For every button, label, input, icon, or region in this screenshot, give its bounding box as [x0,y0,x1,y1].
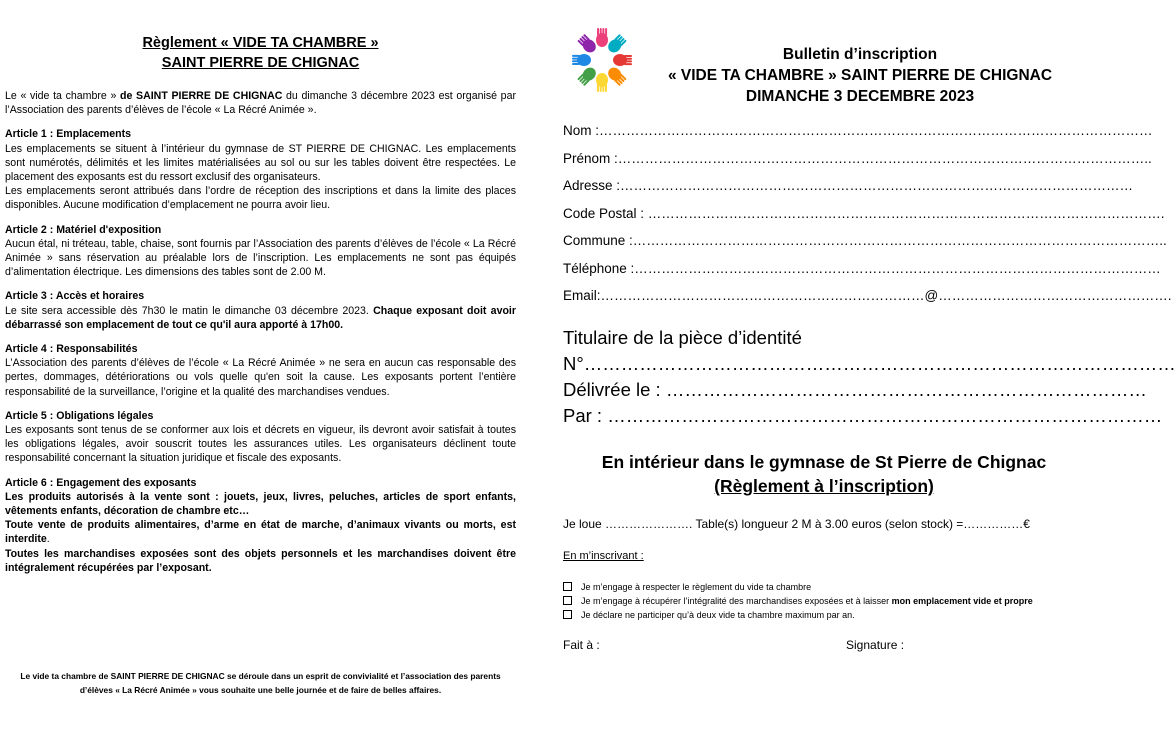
article2-p1: Aucun étal, ni tréteau, table, chaise, sont fournis par l’Association des parents d’élèves de l’école « La Récré Animée » sans réservation au préalable lors de l’inscription. Les emplacements ne sont pas équipés d’alimentation électrique. Les dimensions des tables sont de 2.00 M. [5,237,516,279]
hands-circle-logo [566,22,638,98]
checkbox-recover[interactable] [563,596,1033,606]
article6-title: Article 6 : Engagement des exposants [5,476,197,489]
article5-title: Article 5 : Obligations légales [5,409,154,422]
article3-p1 [5,304,516,332]
form-title-line1: Bulletin d’inscription [782,46,938,63]
adresse-field[interactable]: Adresse :…………………………………………………………………………………………………… [563,178,1134,193]
rules-column [5,34,516,575]
hand-icon [572,54,591,66]
checkbox-recover-label-b: mon emplacement vide et propre [891,596,1033,606]
id-delivered-field[interactable]: Délivrée le : …………………………………………………………………… [563,379,1147,400]
hand-icon [606,65,628,87]
intro-text-b: de SAINT PIERRE DE CHIGNAC [120,90,283,102]
id-issuer-field[interactable]: Par : ……………………………………………………………………………… [563,405,1163,426]
commune-field[interactable]: Commune :……………………………………………………………………………………………………….. [563,233,1167,248]
gym-notice [563,450,1085,498]
fait-a-field[interactable]: Fait à : [563,638,600,652]
id-title: Titulaire de la pièce d’identité [563,327,802,348]
prenom-field[interactable]: Prénom :……………………………………………………………………………………………………….. [563,151,1152,166]
article3-title: Article 3 : Accès et horaires [5,290,145,303]
article2-title: Article 2 : Matériel d'exposition [5,223,162,236]
hand-icon [596,73,608,92]
id-number-field[interactable]: N°…………………………………………………………………………………… [563,353,1176,374]
form-title [640,44,1080,107]
article3-text-b: Chaque exposant doit avoir débarrassé son emplacement de tout ce qu'il aura apporté à 17h00. [5,304,516,331]
gym-notice-line1: En intérieur dans le gymnase de St Pierre de Chignac [601,452,1047,472]
intro-text-c: du dimanche 3 décembre 2023 est organisé par l’Association des parents d’élèves de l’école « La Récré Animée ». [5,90,516,117]
checkbox-max-two-box[interactable] [563,610,572,619]
checkbox-recover-label-a: Je m’engage à récupérer l’intégralité des marchandises exposées et à laisser [581,596,892,606]
intro-paragraph [5,89,516,117]
rules-title-line1: Règlement « VIDE TA CHAMBRE » [142,35,379,51]
article6-p3: Toutes les marchandises exposées sont des objets personnels et les marchandises doivent être intégralement récupérées par l’exposant. [5,547,516,574]
checkbox-recover-box[interactable] [563,596,572,605]
checkbox-max-two-label: Je déclare ne participer qu’à deux vide ta chambre maximum par an. [581,610,855,620]
gym-notice-line2: (Règlement à l’inscription) [714,476,934,496]
article1-title: Article 1 : Emplacements [5,128,131,141]
rules-title [5,34,516,73]
table-rental-field[interactable]: Je loue …………………. Table(s) longueur 2 M à 3.00 euros (selon stock) =……………€ [563,517,1030,531]
article6-text-a: Toute vente de produits alimentaires, d’arme en état de marche, d’animaux vivants ou morts, est interdite [5,519,516,546]
hand-icon [577,33,599,55]
article6-p1: Les produits autorisés à la vente sont : jouets, jeux, livres, peluches, articles de sport enfants, vêtements enfants, décoration de chambre etc… [5,490,516,518]
hand-icon [613,54,632,66]
article6-p2 [5,518,516,546]
article4-title: Article 4 : Responsabilités [5,343,138,356]
hand-icon [606,33,628,55]
article6-text-b: . [46,533,50,546]
hand-icon [596,28,608,47]
article1-p1: Les emplacements se situent à l’intérieur du gymnase de ST PIERRE DE CHIGNAC. Les emplacements sont numérotés, délimités et les limites matérialisées au sol ou sur les tables doivent être respectées. Le placement des exposants est du ressort exclusif des organisateurs. [5,142,516,184]
form-title-line3: DIMANCHE 3 DECEMBRE 2023 [745,88,975,105]
checkbox-rules-box[interactable] [563,582,572,591]
intro-text-a: Le « vide ta chambre » [5,90,120,102]
article4-p1: L’Association des parents d’élèves de l’école « La Récré Animée » ne sera en aucun cas responsable des pertes, dommages, détériorations ou vols quelle qu'en soit la cause. Les exposants portent l’entière responsabilité de la surveillance, l’origine et la qualité des marchandises vendues. [5,357,516,398]
article5-p1: Les exposants sont tenus de se conformer aux lois et décrets en vigueur, ils devront avoir satisfait à toutes les obligations légales, avoir souscrit toutes les assurances utiles. Les organisateurs déclinent toute responsabilité concernant la situation juridique et fiscale des exposants. [5,424,516,465]
nom-field[interactable]: Nom :…………………………………………………………………………………………………………… [563,123,1153,138]
hand-icon [577,65,599,87]
telephone-field[interactable]: Téléphone :……………………………………………………………………………………………………… [563,261,1161,276]
checkbox-rules-label: Je m’engage à respecter le règlement du vide ta chambre [581,582,812,592]
rules-footer: Le vide ta chambre de SAINT PIERRE DE CHIGNAC se déroule dans un esprit de convivialité et l’association des parents d’élèves « La Récré Animée » vous souhaite une belle journée et de faire de belles affaires. [20,671,501,695]
article3-text-a: Le site sera accessible dès 7h30 le matin le dimanche 03 décembre 2023. [5,304,374,317]
form-title-line2: « VIDE TA CHAMBRE » SAINT PIERRE DE CHIGNAC [667,67,1053,84]
code-postal-field[interactable]: Code Postal : ……………………………………………………………………………………………………. [563,206,1165,221]
signature-field[interactable]: Signature : [846,638,905,652]
email-field[interactable]: Email:………………………………………………………………@……………………………………………. [563,288,1172,303]
checkbox-max-two[interactable] [563,610,855,620]
rules-title-line2: SAINT PIERRE DE CHIGNAC [161,55,360,71]
en-minscrivant-label: En m’inscrivant : [563,550,644,562]
checkbox-rules[interactable] [563,582,811,592]
article1-p2: Les emplacements seront attribués dans l’ordre de réception des inscriptions et dans la limite des places disponibles. Aucune modification d’emplacement ne pourra avoir lieu. [5,185,516,212]
